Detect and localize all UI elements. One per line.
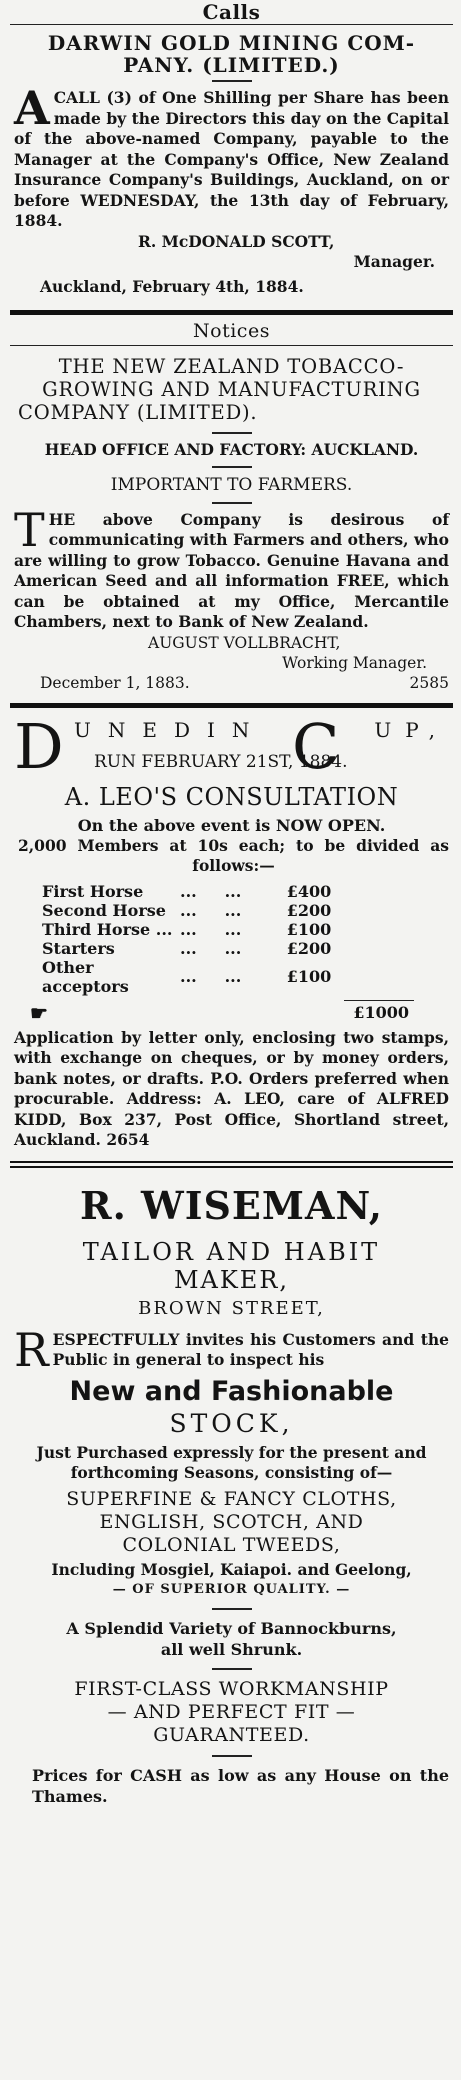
table-row: First Horse ... ... £400	[42, 881, 332, 901]
drop-cap: A	[14, 81, 50, 135]
notices-office-line: HEAD OFFICE AND FACTORY: AUCKLAND.	[44, 439, 419, 459]
dunedin-title	[14, 709, 449, 783]
calls-signatory: R. McDONALD SCOTT,	[138, 231, 335, 251]
dunedin-cup-section	[14, 709, 449, 1151]
notices-signatory-title: Working Manager.	[282, 653, 427, 672]
divider	[212, 80, 252, 82]
wiseman-trade-line2: MAKER,	[173, 1265, 290, 1294]
notices-dateline: December 1, 1883.	[40, 673, 190, 692]
wiseman-trade-line1: TAILOR AND HABIT	[82, 1237, 381, 1266]
dunedin-ref-number: 2654	[106, 1130, 150, 1149]
calls-signatory-title: Manager.	[353, 251, 435, 271]
notices-ref-number: 2585	[409, 673, 449, 692]
open-line: On the above event is NOW OPEN.	[77, 815, 386, 835]
pointing-hand-icon: ☛	[30, 1000, 48, 1025]
total-amount: £1000	[353, 1003, 409, 1022]
table-row: Starters ... ... £200	[42, 938, 332, 958]
members-line: 2,000 Members at 10s each; to be divided as follows:—	[18, 835, 449, 875]
divider	[212, 1608, 252, 1610]
divider	[212, 1755, 252, 1757]
wiseman-workmanship-line3: GUARANTEED.	[153, 1723, 310, 1746]
prize-table-body	[42, 882, 331, 996]
drop-cap: R	[14, 1322, 49, 1377]
calls-dateline: Auckland, February 4th, 1884.	[40, 276, 304, 296]
section-divider	[10, 703, 453, 708]
notices-section-title: Notices	[193, 319, 270, 342]
divider	[212, 502, 252, 504]
notices-signatory: AUGUST VOLLBRACHT,	[148, 633, 341, 652]
notices-company-heading: THE NEW ZEALAND TOBACCO-GROWING AND MANUFACTURING COMPANY (LIMITED).	[18, 354, 421, 424]
title-up: UP,	[374, 717, 449, 742]
calls-body: A CALL (3) of One Shilling per Share has been made by the Directors this day on the Capital of the above-named Company, payable to the Manager at the Company's Office, New Zealand Insurance Company's Buildings, Auckland, on or before WEDNESDAY, the 13th day of February, 1884.	[14, 81, 449, 230]
consultation-heading: A. LEO'S CONSULTATION	[64, 782, 399, 811]
wiseman-workmanship-line1: FIRST-CLASS WORKMANSHIP	[74, 1677, 389, 1700]
wiseman-body: R ESPECTFULLY invites his Customers and the Public in general to inspect his	[14, 1322, 449, 1377]
wiseman-variety-line1: A Splendid Variety of Bannockburns,	[66, 1618, 397, 1638]
wiseman-name: R. WISEMAN,	[80, 1182, 383, 1228]
title-unedin: UNEDIN	[74, 717, 267, 742]
table-row: Other acceptors ... ... £100	[42, 957, 332, 996]
wiseman-cloths-line1: SUPERFINE & FANCY CLOTHS,	[66, 1487, 397, 1510]
wiseman-stock-line2: STOCK,	[169, 1408, 294, 1438]
wiseman-cloths-line2: ENGLISH, SCOTCH, AND	[99, 1510, 364, 1533]
calls-section	[14, 0, 449, 298]
divider	[212, 466, 252, 468]
table-row: Third Horse ... ... ... £100	[42, 919, 332, 939]
title-c: C	[292, 709, 340, 783]
drop-cap: T	[14, 502, 45, 557]
divider	[212, 432, 252, 434]
notices-body: T HE above Company is desirous of communicating with Farmers and others, who are willing to grow Tobacco. Genuine Havana and American Seed and all information FREE, which can be obtained at my Office, Mercantile Chambers, next to Bank of New Zealand.	[14, 502, 449, 631]
divider	[10, 345, 453, 346]
divider	[10, 24, 453, 25]
calls-section-title: Calls	[202, 0, 261, 24]
calls-company-name: DARWIN GOLD MINING COM- PANY. (LIMITED.)	[47, 31, 416, 77]
notices-dateline-row	[14, 673, 449, 693]
section-divider	[10, 310, 453, 315]
table-row: Second Horse ... ... £200	[42, 900, 332, 920]
total-row	[14, 1001, 449, 1025]
prize-table	[42, 882, 331, 996]
wiseman-workmanship-line2: — AND PERFECT FIT —	[107, 1700, 356, 1723]
wiseman-section	[14, 1182, 449, 1807]
wiseman-variety-line2: all well Shrunk.	[160, 1639, 303, 1659]
wiseman-including: Including Mosgiel, Kaiapoi. and Geelong,	[51, 1559, 412, 1579]
divider	[212, 1668, 252, 1670]
run-line: RUN FEBRUARY 21ST, 1884.	[94, 751, 348, 772]
notices-section	[14, 317, 449, 693]
wiseman-prices: Prices for CASH as low as any House on the Thames.	[32, 1765, 449, 1806]
wiseman-stock-line1: New and Fashionable	[69, 1375, 394, 1407]
section-divider	[10, 1161, 453, 1168]
wiseman-purchased: Just Purchased expressly for the present and forthcoming Seasons, consisting of—	[36, 1442, 427, 1482]
notices-subheading: IMPORTANT TO FARMERS.	[110, 474, 353, 495]
title-d: D	[14, 709, 64, 783]
dunedin-body: Application by letter only, enclosing two stamps, with exchange on cheques, or by money orders, bank notes, or drafts. P.O. Orders preferred when procurable. Address: A. LEO, care of ALFRED KIDD, Box 237, Post Office, Shortland street, Auckland. 2654	[14, 1027, 449, 1149]
wiseman-quality: — OF SUPERIOR QUALITY. —	[112, 1581, 351, 1597]
wiseman-cloths-line3: COLONIAL TWEEDS,	[122, 1533, 341, 1556]
wiseman-street: BROWN STREET,	[138, 1297, 325, 1319]
